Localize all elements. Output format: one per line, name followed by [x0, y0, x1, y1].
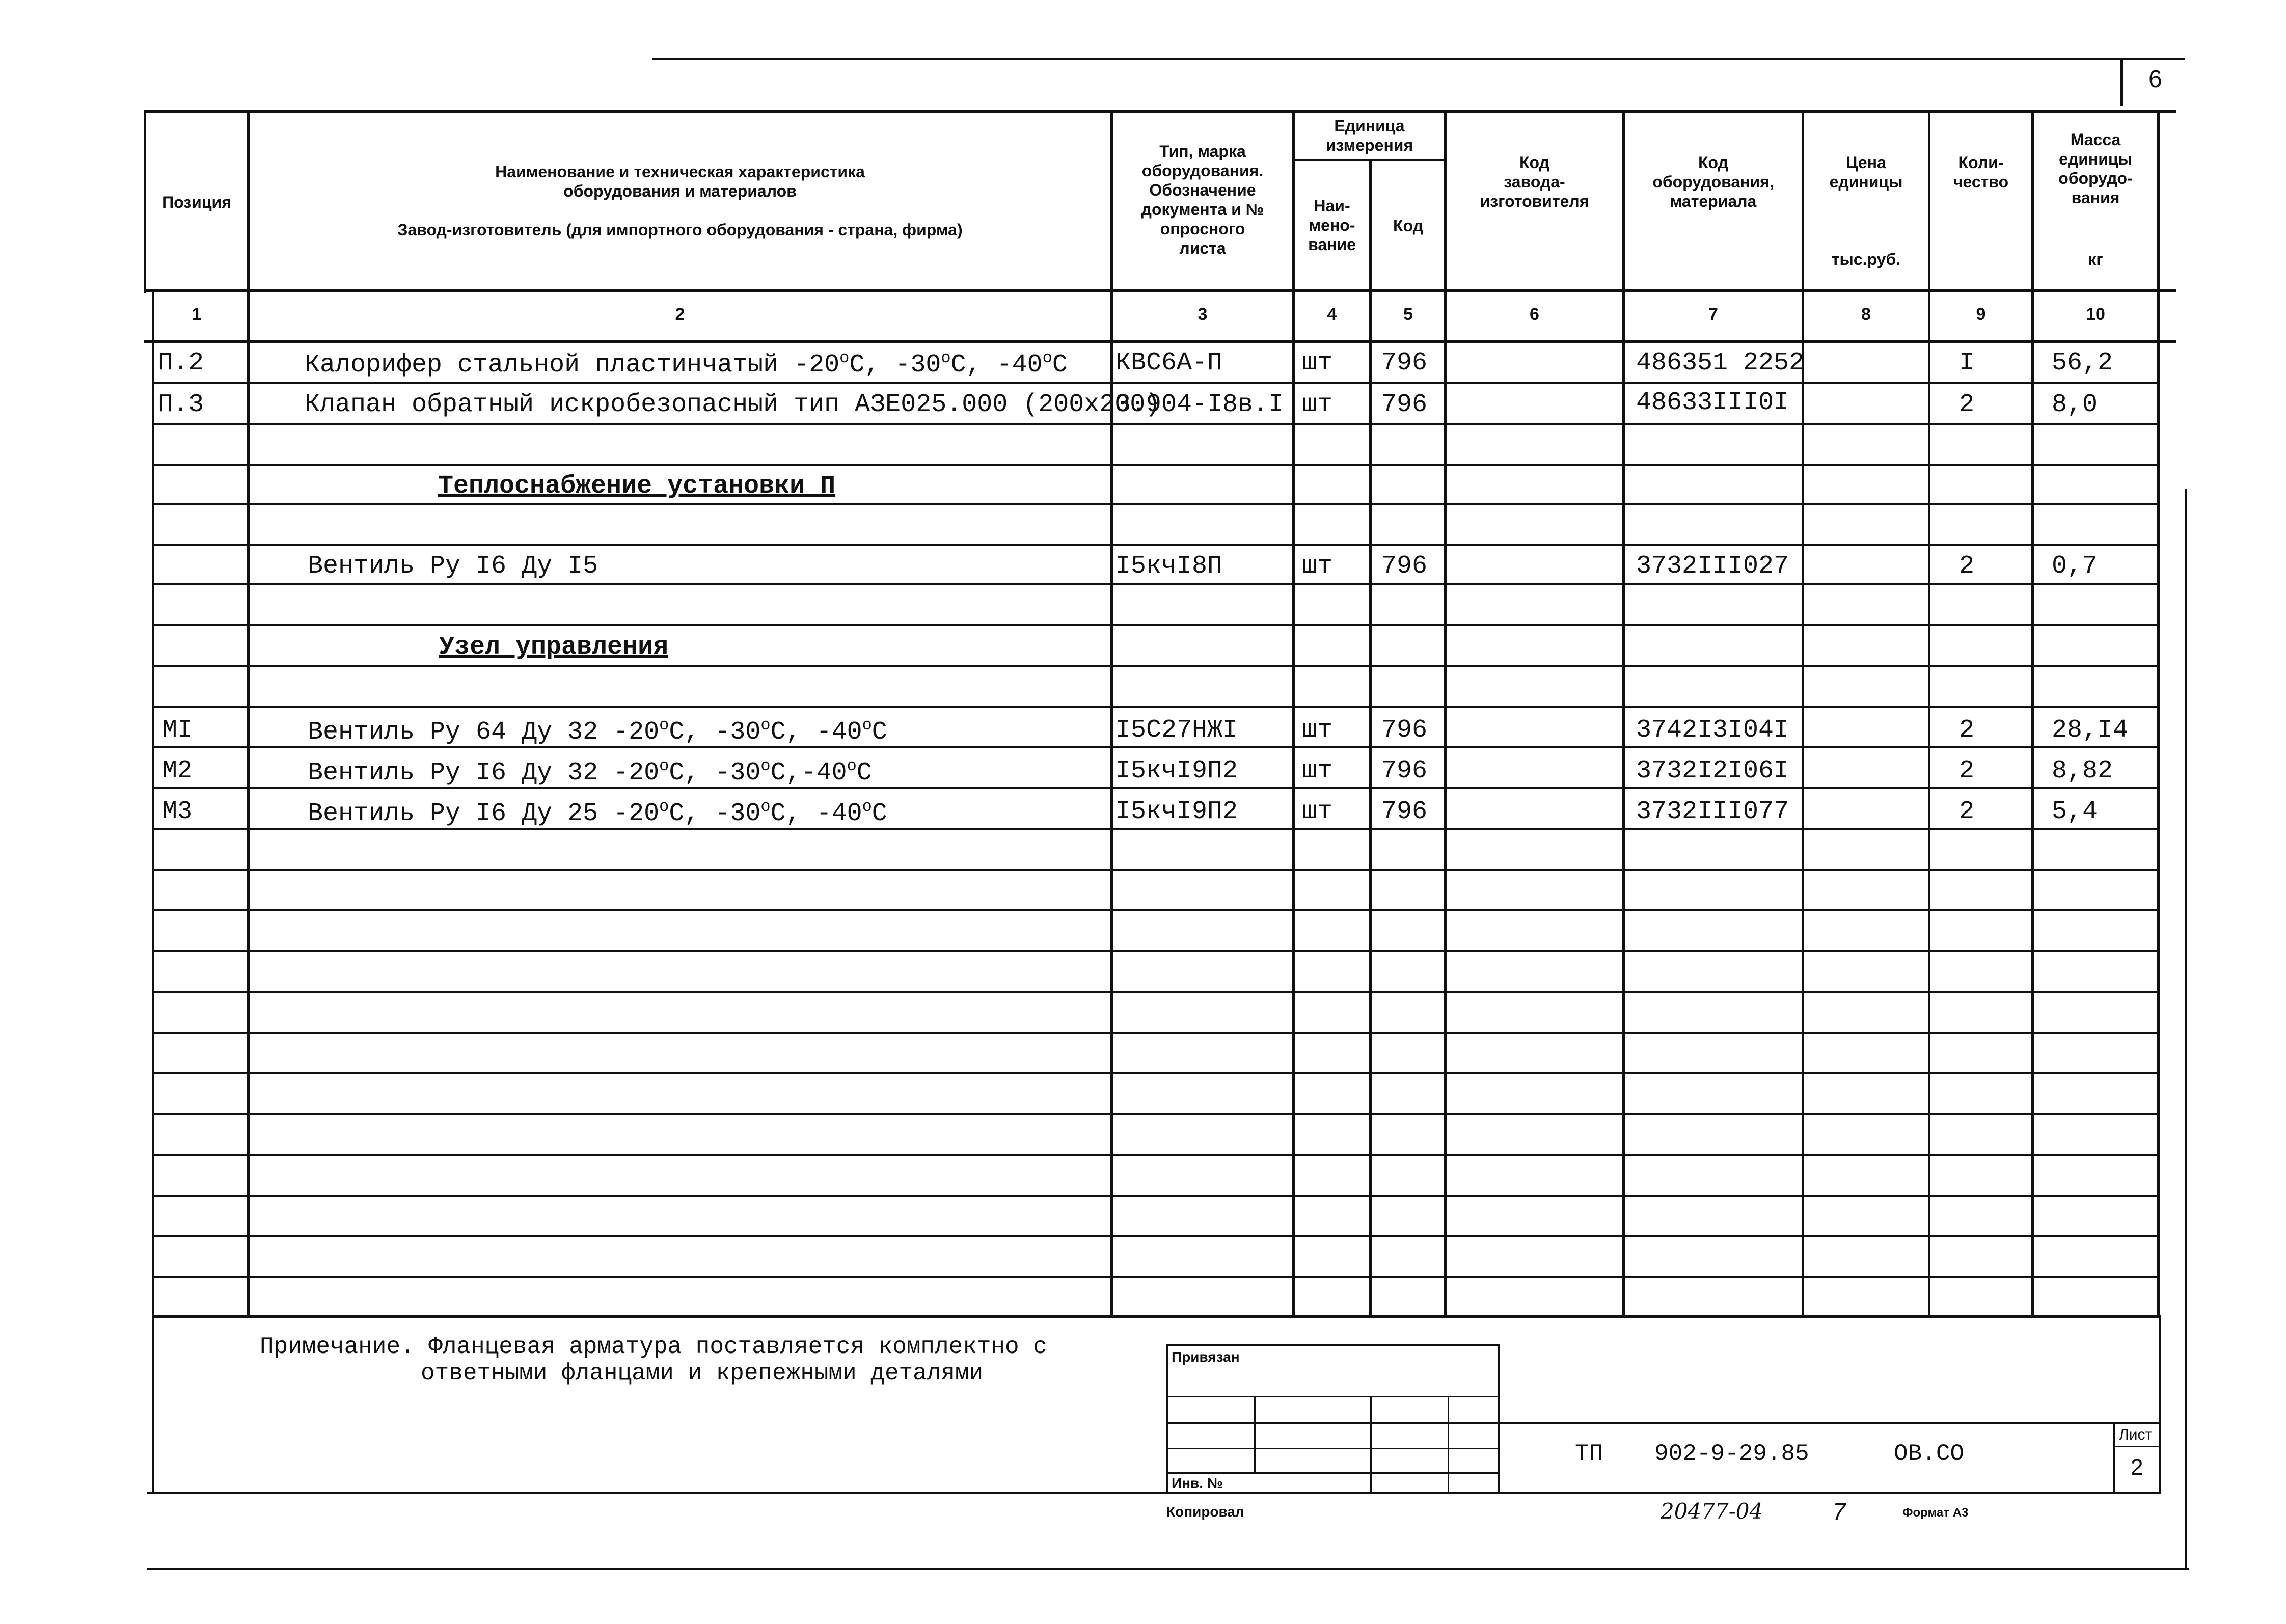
row-position: М3: [162, 797, 193, 826]
col-line-8: [1928, 110, 1930, 1317]
stamp-vline: [1448, 1396, 1449, 1494]
col-number: 2: [675, 305, 685, 324]
stamp-vline: [1370, 1396, 1372, 1494]
stamp-line: [1166, 1422, 1500, 1424]
row-equipment-code: 3732I2I06I: [1636, 756, 1789, 786]
row-unit: шт: [1302, 716, 1333, 745]
row-equipment-code: 3732III027: [1636, 552, 1789, 581]
section-heading: Узел управления: [439, 633, 669, 662]
row-name: Вентиль Ру I6 Ду 25 -20$^o$С, -30$^o$С, -40$^o$С: [308, 797, 887, 828]
stamp-line: [1166, 1396, 1500, 1397]
number-row-bottom-border: [144, 340, 2176, 343]
row-line: [152, 583, 2159, 585]
stamp-inv: Инв. №: [1172, 1475, 1223, 1491]
header-factory-code: Код завода- изготовителя: [1480, 153, 1589, 210]
row-mass: 28,I4: [2052, 716, 2129, 745]
row-line: [152, 1072, 2159, 1074]
stamp-vline: [1254, 1396, 1256, 1472]
row-position: П.2: [158, 348, 204, 377]
note-frame-bottom: [147, 1492, 2161, 1494]
col-number: 1: [192, 305, 202, 324]
row-line: [152, 503, 2159, 505]
col-number: 7: [1708, 305, 1718, 324]
col-line-7: [1802, 110, 1804, 1317]
header-name-line3: Завод-изготовитель (для импортного оборудования - страна, фирма): [397, 221, 963, 239]
row-unit-code: 796: [1381, 797, 1428, 826]
row-equipment-code: 48633III0I: [1636, 388, 1789, 417]
row-position: П.3: [158, 390, 204, 419]
stamp-line: [1166, 1472, 1500, 1474]
header-price: Цена единицы: [1829, 153, 1903, 191]
header-mass: Масса единицы оборудо- вания: [2058, 130, 2133, 207]
header-unit-group: Единица измерения: [1325, 117, 1413, 154]
row-line: [152, 1154, 2159, 1156]
row-unit: шт: [1302, 348, 1333, 377]
unit-group-divider: [1292, 159, 1445, 161]
row-equipment-code: 3742I3I04I: [1636, 716, 1789, 745]
row-quantity: 2: [1959, 797, 1975, 826]
row-unit: шт: [1302, 552, 1333, 581]
row-type: КВС6А-П: [1115, 348, 1223, 377]
handwritten-number: 20477-04: [1661, 1499, 1763, 1524]
row-type: 3.904-I8в.I: [1115, 390, 1284, 419]
copied-label: Копировал: [1166, 1504, 1244, 1520]
row-quantity: 2: [1959, 716, 1975, 745]
note-line-2: ответными фланцами и крепежными деталями: [421, 1360, 984, 1387]
row-name: Вентиль Ру I6 Ду I5: [308, 552, 598, 581]
col-number: 5: [1403, 305, 1413, 324]
row-line: [152, 382, 2159, 384]
header-type: Тип, марка оборудования. Обозначение документа и № опросного листа: [1141, 142, 1264, 257]
col-number: 8: [1861, 305, 1871, 324]
row-equipment-code: 486351 2252: [1636, 348, 1805, 377]
note-line-1: Примечание. Фланцевая арматура поставляется комплектно с: [260, 1334, 1047, 1360]
top-border-line: [652, 58, 2185, 60]
row-line: [152, 665, 2159, 667]
page-right-line: [2185, 489, 2187, 1569]
row-mass: 0,7: [2052, 552, 2098, 581]
header-position: Позиция: [162, 193, 231, 211]
col-line-4: [1369, 159, 1372, 1317]
row-quantity: I: [1959, 348, 1975, 377]
row-line: [152, 423, 2159, 425]
row-line: [152, 1195, 2159, 1197]
header-bottom-border: [144, 289, 2176, 292]
row-quantity: 2: [1959, 552, 1975, 581]
row-mass: 8,82: [2052, 756, 2113, 786]
row-position: М2: [162, 756, 193, 786]
row-equipment-code: 3732III077: [1636, 797, 1789, 826]
col-line-10: [2157, 110, 2160, 1317]
header-mass-unit: кг: [2088, 250, 2103, 268]
row-line: [152, 544, 2159, 546]
format-label: Формат А3: [1902, 1506, 1969, 1520]
row-line: [152, 706, 2159, 708]
row-name: Калорифер стальной пластинчатый -20$^o$С, -30$^o$С, -40$^o$С: [305, 348, 1068, 380]
row-unit: шт: [1302, 756, 1333, 786]
col-line-6: [1622, 110, 1625, 1317]
row-line: [152, 464, 2159, 466]
row-line: [152, 991, 2159, 993]
row-line: [152, 909, 2159, 911]
corner-box-left: [2120, 58, 2123, 106]
header-name-line1: Наименование и техническая характеристика: [495, 163, 865, 181]
row-type: I5кчI9П2: [1115, 797, 1238, 826]
section-heading: Теплоснабжение установки П: [438, 472, 836, 501]
stamp-line: [1166, 1448, 1500, 1449]
header-name-line2: оборудования и материалов: [563, 182, 797, 200]
col-line-3: [1292, 110, 1295, 1317]
row-unit: шт: [1302, 797, 1333, 826]
col-line-5: [1444, 110, 1447, 1317]
row-mass: 56,2: [2052, 348, 2113, 377]
row-type: I5С27НЖI: [1115, 716, 1238, 745]
sheet-box-divider: [2113, 1446, 2161, 1447]
sheet-corner-number: 6: [2148, 66, 2162, 93]
sheet-label: Лист: [2119, 1426, 2153, 1443]
doc-number: 902-9-29.85: [1654, 1441, 1809, 1467]
row-line: [152, 1235, 2159, 1237]
col-line-1: [247, 110, 250, 1317]
row-line: [152, 624, 2159, 626]
col-line-9: [2031, 110, 2034, 1317]
stamp-block: [1166, 1344, 1500, 1494]
row-unit-code: 796: [1381, 348, 1428, 377]
row-unit-code: 796: [1381, 756, 1428, 786]
row-unit-code: 796: [1381, 716, 1428, 745]
row-unit-code: 796: [1381, 390, 1428, 419]
header-unit-name: Наи- мено- вание: [1308, 197, 1356, 254]
row-line: [152, 1032, 2159, 1034]
table-top-border: [144, 110, 2176, 113]
col-number: 6: [1530, 305, 1539, 324]
row-line: [152, 950, 2159, 952]
header-unit-code: Код: [1393, 216, 1423, 235]
row-unit-code: 796: [1381, 552, 1428, 581]
row-mass: 5,4: [2052, 797, 2098, 826]
row-name: Вентиль Ру I6 Ду 32 -20$^o$С, -30$^o$С,-40$^o$С: [308, 756, 872, 788]
doc-mark: ОВ.СО: [1894, 1441, 1965, 1467]
row-unit: шт: [1302, 390, 1333, 419]
page-bottom-line: [147, 1568, 2189, 1570]
title-block-top: [1500, 1422, 2161, 1424]
row-line: [152, 1276, 2159, 1278]
row-type: I5кчI8П: [1115, 552, 1223, 581]
row-line: [152, 869, 2159, 871]
col-line-0-body: [152, 289, 154, 1494]
row-line: [152, 1113, 2159, 1115]
col-number: 10: [2086, 305, 2105, 324]
header-equipment-code: Код оборудования, материала: [1652, 153, 1774, 210]
table-bottom-border: [152, 1315, 2161, 1318]
footer-page-number: 7: [1833, 1498, 1846, 1525]
col-number: 9: [1976, 305, 1986, 324]
col-number: 4: [1327, 305, 1337, 324]
row-mass: 8,0: [2052, 390, 2098, 419]
row-name: Вентиль Ру 64 Ду 32 -20$^o$С, -30$^o$С, -40$^o$С: [308, 716, 887, 747]
col-number: 3: [1198, 305, 1208, 324]
row-quantity: 2: [1959, 390, 1975, 419]
col-line-2: [1110, 110, 1113, 1317]
stamp-privyazan: Привязан: [1172, 1349, 1240, 1365]
header-price-unit: тыс.руб.: [1831, 250, 1901, 268]
sheet-number: 2: [2131, 1455, 2143, 1480]
row-position: МI: [162, 716, 193, 745]
doc-prefix: ТП: [1575, 1441, 1603, 1467]
row-name: Клапан обратный искробезопасный тип АЗЕ025.000 (200x200): [305, 390, 1161, 419]
row-type: I5кчI9П2: [1115, 756, 1238, 786]
row-quantity: 2: [1959, 756, 1975, 786]
header-quantity: Коли- чество: [1953, 153, 2009, 191]
